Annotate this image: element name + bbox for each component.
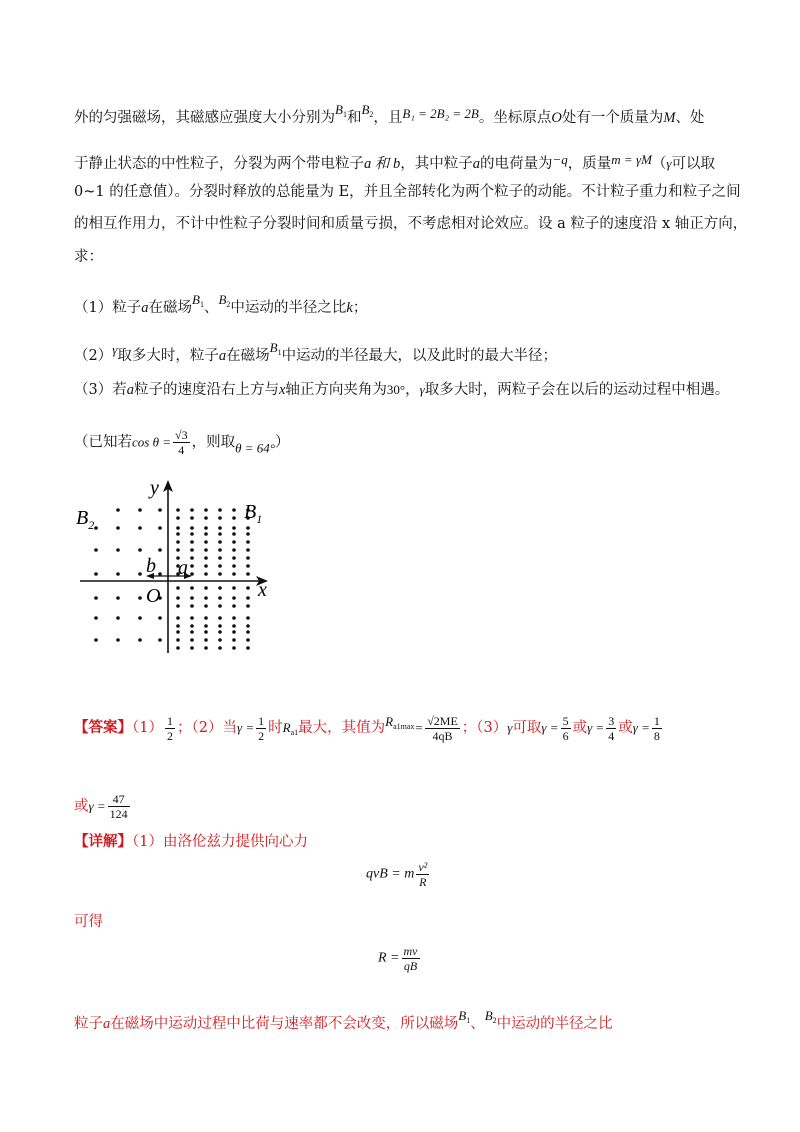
field-dot [94, 638, 98, 642]
field-dot [138, 616, 142, 620]
label-y: y [150, 477, 159, 499]
field-dot [246, 624, 250, 628]
question-3: （3）若a粒子的速度沿右上方与x轴正方向夹角为30°，γ取多大时，两粒子会在以后的运动过程中相遇。 [74, 382, 730, 398]
field-dot [190, 638, 194, 642]
field-dot [204, 616, 208, 620]
field-dot [190, 624, 194, 628]
field-dot [176, 616, 180, 620]
field-dot [176, 508, 180, 512]
field-dot [246, 638, 250, 642]
field-dot [158, 638, 162, 642]
field-dot [204, 596, 208, 600]
field-dot [204, 526, 208, 530]
field-dot [218, 586, 222, 590]
field-dot [232, 646, 236, 650]
field-dot [138, 548, 142, 552]
field-dot [218, 616, 222, 620]
field-dot [116, 596, 120, 600]
field-dot [94, 548, 98, 552]
field-dot [246, 646, 250, 650]
answer-line-2: 或γ = $\frac{47}{124}$ [74, 792, 128, 821]
symbol-B2: $B_2$ [361, 102, 374, 119]
field-dot [204, 564, 208, 568]
label-B2: $B_2$ [76, 507, 95, 532]
label-B1: $B_1$ [244, 501, 263, 526]
field-dot [138, 526, 142, 530]
problem-line-3: 0~1 的任意值）。分裂时释放的总能量为 E，并且全部转化为两个粒子的动能。不计粒子重力和粒子之间 [74, 184, 741, 200]
field-dot [138, 638, 142, 642]
field-dot [232, 526, 236, 530]
field-dot [218, 564, 222, 568]
symbol-B1: $B_1$ [335, 102, 347, 119]
field-dot [232, 604, 236, 608]
answer-3-value-3: $\frac{1}{8}$ [653, 713, 660, 743]
field-dot [218, 624, 222, 628]
field-dot [218, 630, 222, 634]
problem-line-4: 的相互作用力，不计中性粒子分裂时间和质量亏损，不考虑相对论效应。设 a 粒子的速度沿 x 轴正方向， [74, 216, 748, 232]
field-dot [190, 630, 194, 634]
field-dot [190, 508, 194, 512]
field-dot [176, 586, 180, 590]
field-dot [158, 508, 162, 512]
charge-symbol: −q [552, 152, 568, 167]
hint-fraction: $\frac{√3}{4}$ [175, 428, 188, 457]
field-dot [246, 540, 250, 544]
field-dot [204, 624, 208, 628]
field-dot [116, 526, 120, 530]
label-a: a [178, 557, 188, 579]
answer-3-value-2: $\frac{3}{4}$ [608, 713, 615, 743]
answer-line: 【答案】（1） $\frac{1}{2}$ ；（2）当γ = $\frac{1}{2}$ 时$R_{a1}$最大，其值为$R_{a1max}=$ $\frac{√2ME}{4qB}$ ；（3）γ可取γ = $\frac{5}{6}$ 或γ = $\frac{3}{4}$ 或γ = $\frac{1}{8}$ [74, 713, 660, 743]
field-dot [246, 572, 250, 576]
answer-1-fraction: $\frac{1}{2}$ [166, 713, 173, 743]
field-dot [246, 630, 250, 634]
field-dot [232, 638, 236, 642]
field-dot [204, 572, 208, 576]
field-dot [176, 630, 180, 634]
field-dot [232, 532, 236, 536]
field-dot [232, 624, 236, 628]
hint-line: （已知若cos θ = $\frac{√3}{4}$ ，则取θ = 64°） [74, 428, 290, 457]
solution-line-2: 可得 [74, 914, 103, 930]
field-dot [218, 532, 222, 536]
field-dot [232, 630, 236, 634]
solution-label: 【详解】 [74, 833, 132, 850]
answer-2-gamma: $\frac{1}{2}$ [258, 713, 265, 743]
field-dot [94, 616, 98, 620]
field-dot [232, 564, 236, 568]
problem-line-5: 求： [74, 249, 103, 265]
field-dot [232, 540, 236, 544]
field-dot [190, 616, 194, 620]
answer-2-rmax: $\frac{√2ME}{4qB}$ [427, 713, 458, 743]
field-dot [246, 526, 250, 530]
field-dot [218, 604, 222, 608]
label-origin: O [146, 585, 161, 607]
field-dot [176, 604, 180, 608]
field-dot [218, 540, 222, 544]
question-1: （1）粒子a在磁场$B_1$、$B_2$中运动的半径之比k； [74, 292, 368, 316]
field-dot [246, 586, 250, 590]
field-dot [190, 586, 194, 590]
field-dot [246, 604, 250, 608]
field-dot [218, 646, 222, 650]
field-dot [204, 638, 208, 642]
field-dot [190, 548, 194, 552]
field-dot [246, 532, 250, 536]
field-dot [190, 532, 194, 536]
field-dot [232, 508, 236, 512]
field-dot [190, 572, 194, 576]
problem-line-1: 外的匀强磁场，其磁感应强度大小分别为$B_1$和$B_2$，且B₁ = 2B₂ = 2B。坐标原点O处有一个质量为M、处 [74, 102, 705, 126]
field-dot [190, 516, 194, 520]
field-dot [158, 526, 162, 530]
field-dot [116, 572, 120, 576]
answer-3-value-4: $\frac{47}{124}$ [109, 792, 128, 821]
field-dot [246, 556, 250, 560]
field-dot [138, 572, 142, 576]
field-dot [218, 556, 222, 560]
field-dot [232, 516, 236, 520]
magnetic-field-figure [70, 470, 290, 670]
field-dot [190, 646, 194, 650]
field-dot [232, 548, 236, 552]
answer-3-value-1: $\frac{5}{6}$ [562, 713, 569, 743]
field-dot [158, 616, 162, 620]
field-relation: B₁ = 2B₂ = 2B [402, 106, 479, 121]
field-dot [246, 564, 250, 568]
field-dot [176, 540, 180, 544]
field-dot [204, 604, 208, 608]
problem-line-2: 于静止状态的中性粒子，分裂为两个带电粒子a 和 b，其中粒子a的电荷量为−q，质量m = γM（γ可以取 [74, 152, 716, 172]
field-dot [204, 548, 208, 552]
field-dot [232, 616, 236, 620]
field-dot [218, 508, 222, 512]
field-dot [246, 596, 250, 600]
field-dot [190, 596, 194, 600]
field-dot [204, 630, 208, 634]
field-dot [204, 646, 208, 650]
field-dot [190, 564, 194, 568]
field-dot [116, 616, 120, 620]
field-dot [190, 604, 194, 608]
field-dot [176, 624, 180, 628]
label-b: b [146, 555, 156, 577]
mass-formula: m = γM [611, 152, 652, 167]
field-dot [176, 548, 180, 552]
field-dot [116, 638, 120, 642]
field-dot [246, 616, 250, 620]
field-dot [218, 572, 222, 576]
answer-label: 【答案】 [74, 719, 132, 736]
field-dot [218, 516, 222, 520]
field-dot [218, 548, 222, 552]
field-dots [94, 508, 250, 650]
field-dot [158, 548, 162, 552]
label-x: x [258, 579, 267, 601]
field-dot [246, 548, 250, 552]
field-dot [176, 526, 180, 530]
field-dot [94, 596, 98, 600]
field-dot [232, 596, 236, 600]
field-dot [204, 516, 208, 520]
field-dot [190, 556, 194, 560]
field-dot [218, 638, 222, 642]
field-dot [94, 572, 98, 576]
field-dot [218, 596, 222, 600]
field-dot [176, 532, 180, 536]
field-dot [204, 532, 208, 536]
field-dot [116, 508, 120, 512]
field-dot [204, 540, 208, 544]
field-dot [204, 586, 208, 590]
field-dot [190, 526, 194, 530]
field-dot [190, 540, 194, 544]
field-dot [138, 508, 142, 512]
field-dot [176, 596, 180, 600]
field-dot [176, 638, 180, 642]
formula-radius: R = $\frac{mv}{qB}$ [378, 944, 418, 973]
field-dot [158, 572, 162, 576]
field-dot [218, 526, 222, 530]
field-dot [138, 596, 142, 600]
field-dot [176, 646, 180, 650]
field-dot [232, 586, 236, 590]
field-dot [94, 526, 98, 530]
field-dot [176, 516, 180, 520]
field-dot [232, 572, 236, 576]
question-2: （2）γ取多大时，粒子a在磁场$B_1$中运动的半径最大，以及此时的最大半径； [74, 340, 558, 364]
field-dot [116, 548, 120, 552]
solution-line-1: 【详解】（1）由洛伦兹力提供向心力 [74, 833, 308, 850]
formula-lorentz: qvB = m $\frac{\text{v²}}{R}$ [366, 860, 428, 889]
field-dot [204, 556, 208, 560]
field-dot [204, 508, 208, 512]
field-dot [232, 556, 236, 560]
solution-line-3: 粒子a在磁场中运动过程中比荷与速率都不会改变，所以磁场$B_1$、$B_2$中运动的半径之比 [74, 1008, 613, 1032]
